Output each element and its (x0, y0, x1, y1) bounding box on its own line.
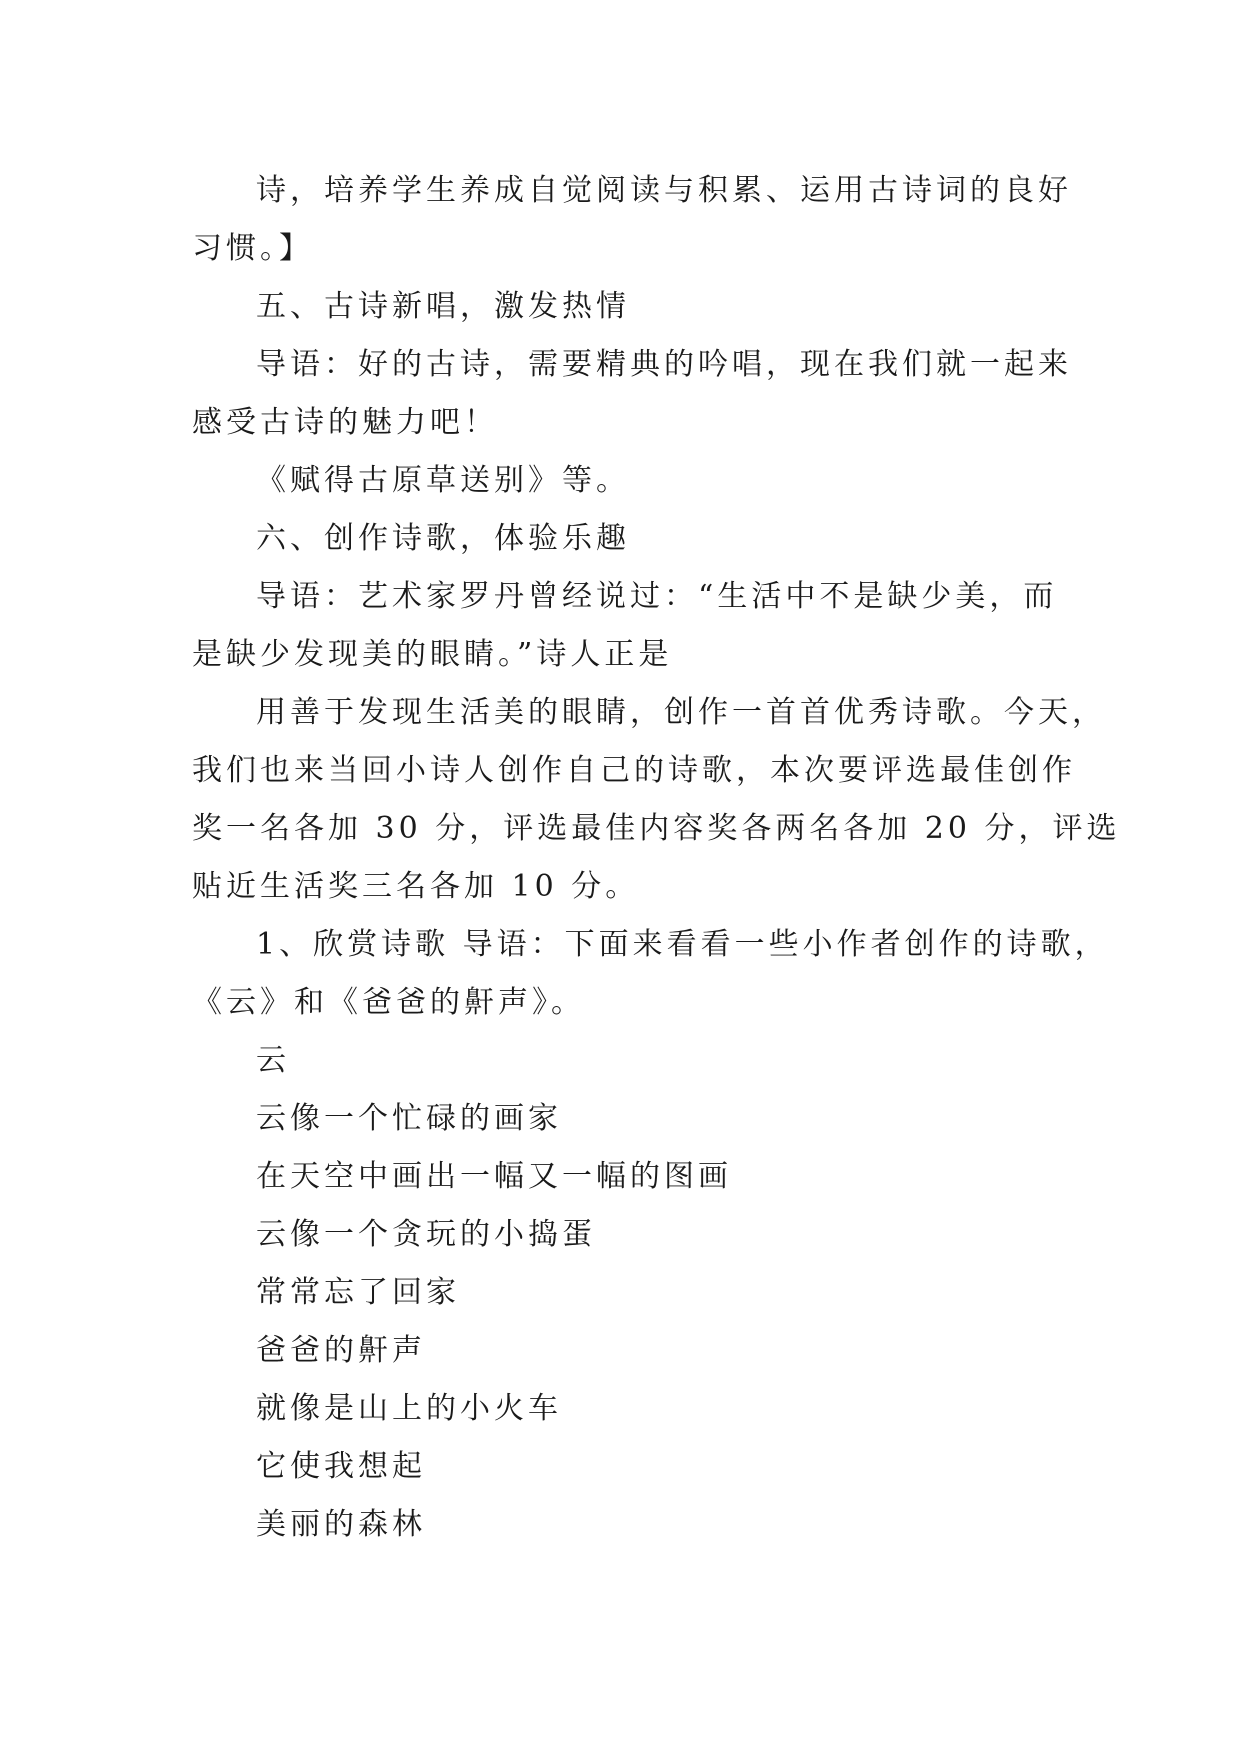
paragraph-line: 奖一名各加 30 分，评选最佳内容奖各两名各加 20 分，评选 (192, 811, 1121, 846)
document-body (192, 162, 1121, 1554)
section-heading-6: 六、创作诗歌，体验乐趣 (256, 521, 630, 556)
paragraph-line: 《云》和《爸爸的鼾声》。 (192, 985, 585, 1020)
poem-line: 云像一个贪玩的小捣蛋 (256, 1217, 596, 1252)
paragraph-line: 导语：艺术家罗丹曾经说过：“生活中不是缺少美，而 (256, 579, 1058, 614)
poem-line: 云像一个忙碌的画家 (256, 1101, 562, 1136)
paragraph-line: 习惯。】 (192, 231, 313, 266)
paragraph-line: 导语：好的古诗，需要精典的吟唱，现在我们就一起来 (256, 347, 1072, 382)
poem-line: 美丽的森林 (256, 1507, 426, 1542)
paragraph-line: 《赋得古原草送别》等。 (256, 463, 630, 498)
poem-line: 它使我想起 (256, 1449, 426, 1484)
poem-line: 就像是山上的小火车 (256, 1391, 562, 1426)
paragraph-line: 是缺少发现美的眼睛。”诗人正是 (192, 637, 673, 672)
paragraph-line: 用善于发现生活美的眼睛，创作一首首优秀诗歌。今天， (256, 695, 1106, 730)
paragraph-line: 我们也来当回小诗人创作自己的诗歌，本次要评选最佳创作 (192, 753, 1076, 788)
paragraph-line: 诗，培养学生养成自觉阅读与积累、运用古诗词的良好 (256, 173, 1072, 208)
poem-title: 爸爸的鼾声 (256, 1333, 426, 1368)
section-heading-5: 五、古诗新唱，激发热情 (256, 289, 630, 324)
paragraph-line: 贴近生活奖三名各加 10 分。 (192, 869, 640, 904)
paragraph-line: 1、欣赏诗歌 导语：下面来看看一些小作者创作的诗歌， (256, 927, 1109, 962)
poem-line: 常常忘了回家 (256, 1275, 460, 1310)
poem-title: 云 (256, 1043, 290, 1078)
paragraph-line: 感受古诗的魅力吧！ (192, 405, 498, 440)
poem-line: 在天空中画出一幅又一幅的图画 (256, 1159, 732, 1194)
